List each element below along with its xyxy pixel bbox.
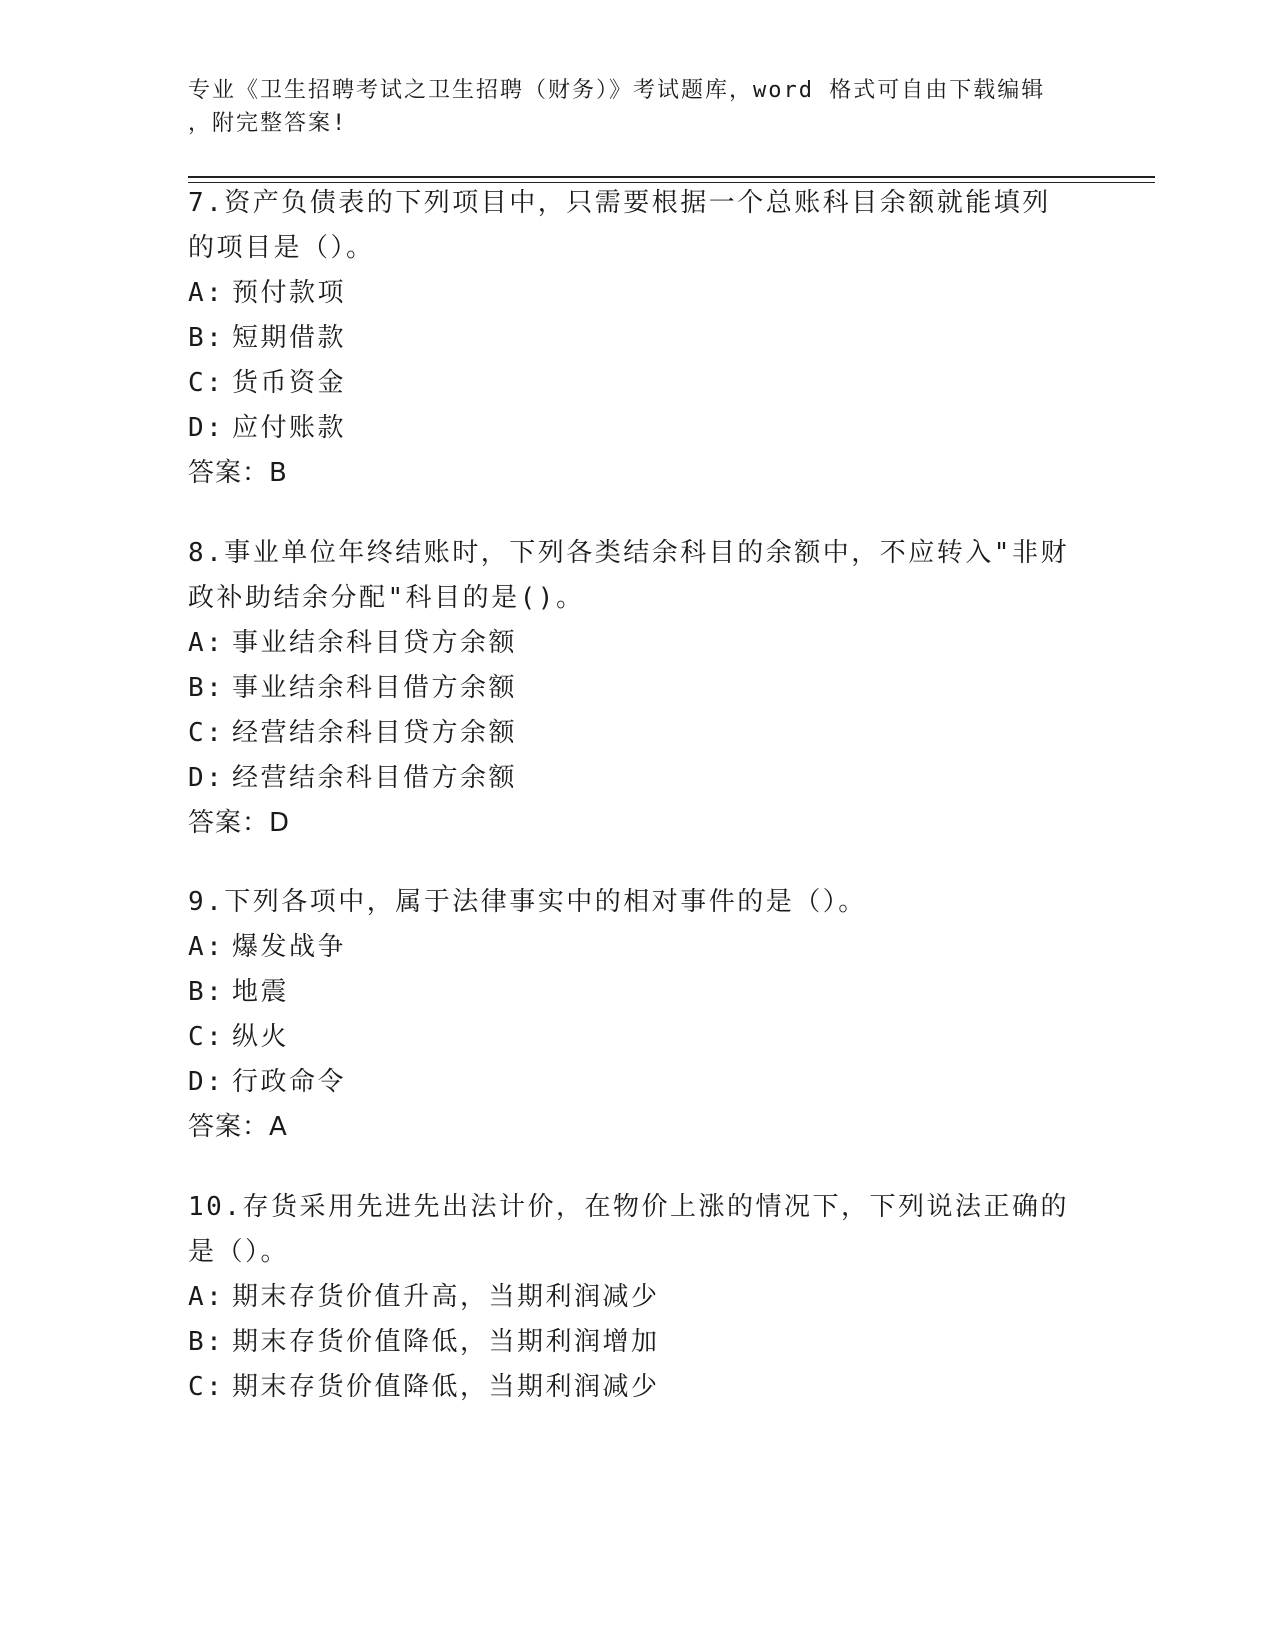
option-text: 地震 (232, 977, 290, 1007)
option-text: 短期借款 (232, 323, 347, 353)
question-7 (188, 181, 1088, 496)
option-text: 爆发战争 (232, 932, 347, 962)
option-letter: A: (188, 932, 225, 962)
option-text: 期末存货价值降低，当期利润减少 (232, 1372, 660, 1402)
option-a (188, 1275, 1088, 1320)
option-b (188, 666, 1088, 711)
option-c (188, 711, 1088, 756)
question-8 (188, 531, 1088, 846)
option-text: 行政命令 (232, 1067, 347, 1097)
option-letter: C: (188, 1372, 225, 1402)
option-d (188, 756, 1088, 801)
option-letter: C: (188, 368, 225, 398)
option-c (188, 361, 1088, 406)
option-text: 预付款项 (232, 278, 347, 308)
option-d (188, 1060, 1088, 1105)
option-letter: B: (188, 323, 225, 353)
option-b (188, 970, 1088, 1015)
answer-line: 答案：D (188, 808, 291, 838)
header-line-1: 专业《卫生招聘考试之卫生招聘（财务）》考试题库，word 格式可自由下载编辑 (188, 78, 1046, 103)
option-letter: D: (188, 413, 225, 443)
document-header (188, 74, 1068, 140)
option-text: 货币资金 (232, 368, 347, 398)
header-divider-thick (188, 176, 1155, 178)
option-text: 事业结余科目贷方余额 (232, 628, 518, 658)
answer-line: 答案：B (188, 458, 288, 488)
option-letter: A: (188, 278, 225, 308)
option-letter: B: (188, 673, 225, 703)
option-letter: A: (188, 1282, 225, 1312)
question-stem-line: 7.资产负债表的下列项目中，只需要根据一个总账科目余额就能填列 (188, 188, 1051, 218)
question-stem-line: 是（）。 (188, 1237, 290, 1267)
question-9 (188, 880, 1088, 1150)
option-letter: D: (188, 763, 225, 793)
question-stem-line: 8.事业单位年终结账时，下列各类结余科目的余额中，不应转入"非财 (188, 538, 1069, 568)
option-text: 纵火 (232, 1022, 290, 1052)
question-stem-line: 10.存货采用先进先出法计价，在物价上涨的情况下，下列说法正确的 (188, 1192, 1069, 1222)
option-text: 期末存货价值降低，当期利润增加 (232, 1327, 660, 1357)
option-letter: C: (188, 1022, 225, 1052)
option-text: 经营结余科目借方余额 (232, 763, 518, 793)
option-a (188, 621, 1088, 666)
option-letter: D: (188, 1067, 225, 1097)
option-b (188, 316, 1088, 361)
question-10 (188, 1185, 1088, 1410)
header-line-2: ，附完整答案! (188, 111, 348, 136)
option-letter: B: (188, 1327, 225, 1357)
option-text: 经营结余科目贷方余额 (232, 718, 518, 748)
option-d (188, 406, 1088, 451)
option-letter: B: (188, 977, 225, 1007)
option-text: 事业结余科目借方余额 (232, 673, 518, 703)
option-a (188, 271, 1088, 316)
option-letter: A: (188, 628, 225, 658)
option-text: 期末存货价值升高，当期利润减少 (232, 1282, 660, 1312)
option-letter: C: (188, 718, 225, 748)
option-text: 应付账款 (232, 413, 347, 443)
option-b (188, 1320, 1088, 1365)
option-a (188, 925, 1088, 970)
option-c (188, 1015, 1088, 1060)
question-stem-line: 的项目是（）。 (188, 233, 375, 263)
answer-line: 答案：A (188, 1112, 288, 1142)
question-stem-line: 9.下列各项中，属于法律事实中的相对事件的是（）。 (188, 887, 867, 917)
question-stem-line: 政补助结余分配"科目的是()。 (188, 583, 585, 613)
option-c (188, 1365, 1088, 1410)
